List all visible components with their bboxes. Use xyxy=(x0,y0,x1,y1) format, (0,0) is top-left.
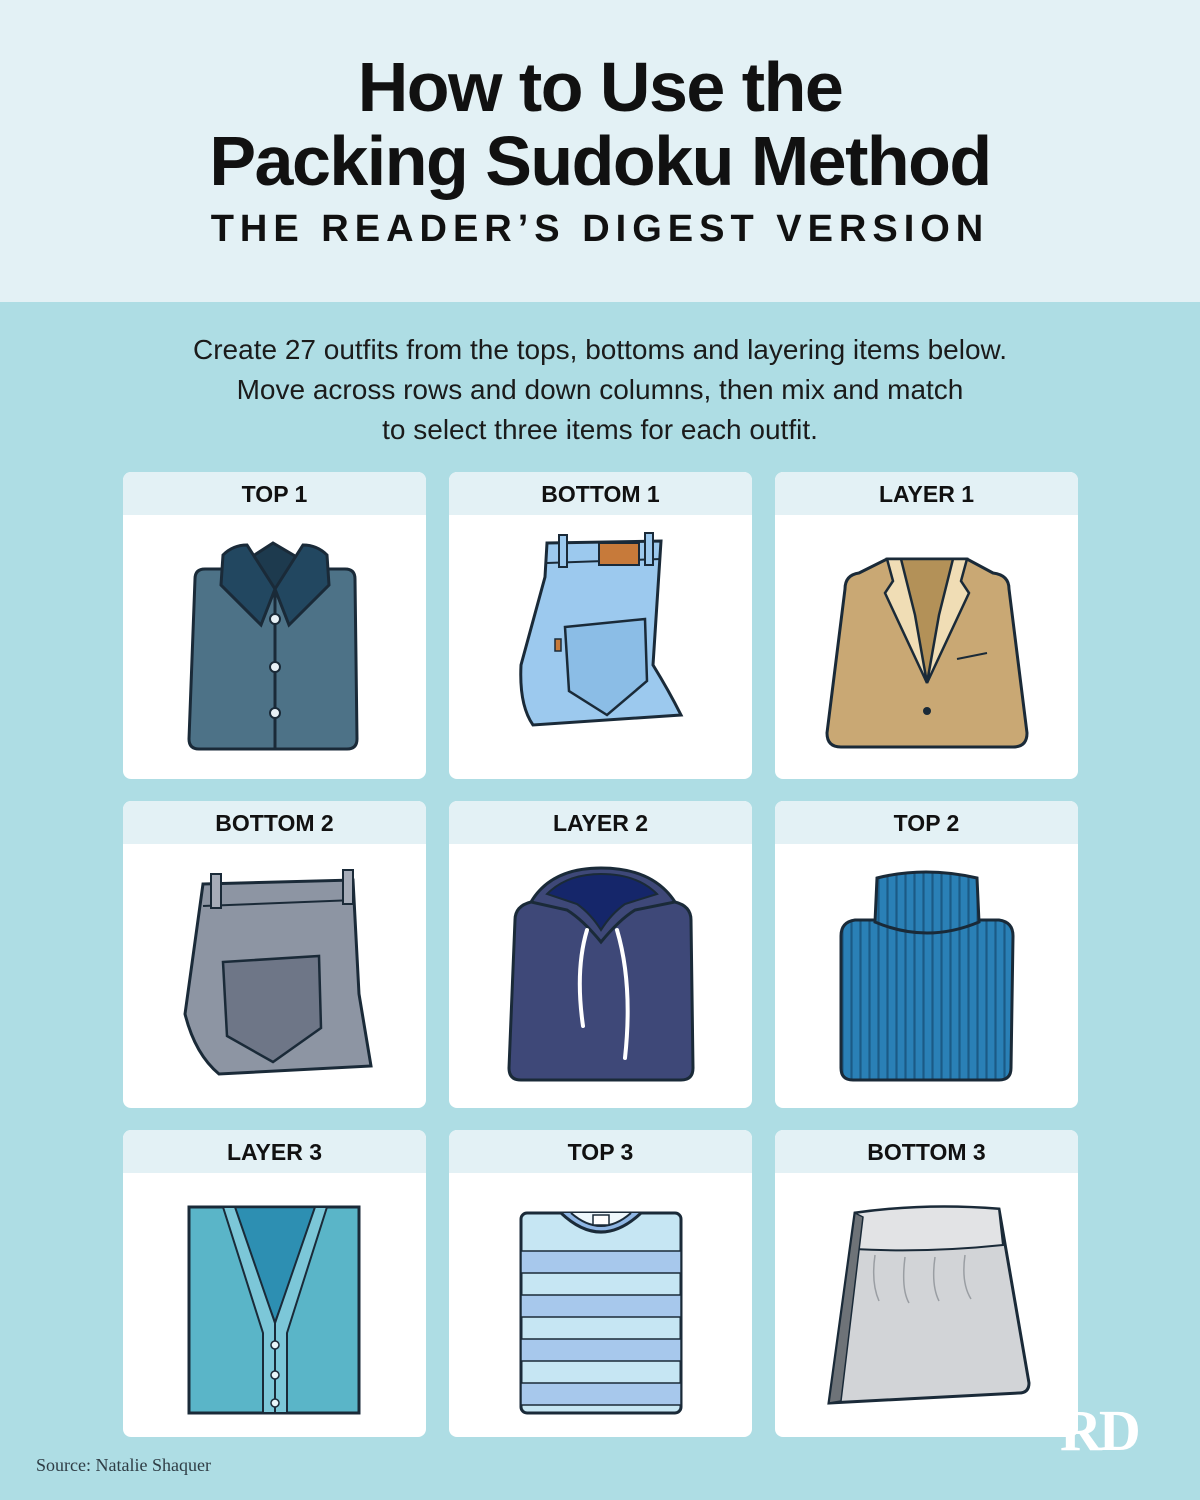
card-bottom-3 xyxy=(775,1130,1078,1437)
header-banner xyxy=(0,0,1200,302)
title-line-1: How to Use the xyxy=(357,48,843,126)
blazer-icon xyxy=(775,515,1078,779)
intro-line-1: Create 27 outfits from the tops, bottoms and layering items below. xyxy=(193,334,1007,365)
card-label: LAYER 2 xyxy=(449,801,752,844)
intro-text xyxy=(100,330,1100,450)
card-top-1 xyxy=(123,472,426,779)
card-label: TOP 3 xyxy=(449,1130,752,1173)
card-top-3 xyxy=(449,1130,752,1437)
skirt-icon xyxy=(775,1173,1078,1437)
title-line-2: Packing Sudoku Method xyxy=(209,122,991,200)
sudoku-grid xyxy=(123,472,1078,1437)
turtleneck-icon xyxy=(775,844,1078,1108)
card-layer-1 xyxy=(775,472,1078,779)
card-label: LAYER 3 xyxy=(123,1130,426,1173)
hoodie-icon xyxy=(449,844,752,1108)
cardigan-icon xyxy=(123,1173,426,1437)
card-label: BOTTOM 3 xyxy=(775,1130,1078,1173)
card-bottom-1 xyxy=(449,472,752,779)
card-top-2 xyxy=(775,801,1078,1108)
intro-line-2: Move across rows and down columns, then mix and match xyxy=(236,374,964,405)
intro-line-3: to select three items for each outfit. xyxy=(382,414,818,445)
card-layer-3 xyxy=(123,1130,426,1437)
rd-logo: RD xyxy=(1060,1398,1138,1463)
collared-shirt-icon xyxy=(123,515,426,779)
page-subtitle: THE READER’S DIGEST VERSION xyxy=(210,208,990,250)
card-label: BOTTOM 2 xyxy=(123,801,426,844)
source-credit: Source: Natalie Shaquer xyxy=(36,1455,211,1475)
gray-pants-icon xyxy=(123,844,426,1108)
card-label: TOP 1 xyxy=(123,472,426,515)
card-label: BOTTOM 1 xyxy=(449,472,752,515)
jeans-icon xyxy=(449,515,752,779)
card-bottom-2 xyxy=(123,801,426,1108)
page-title xyxy=(0,50,1200,198)
card-label: TOP 2 xyxy=(775,801,1078,844)
card-layer-2 xyxy=(449,801,752,1108)
card-label: LAYER 1 xyxy=(775,472,1078,515)
striped-tee-icon xyxy=(449,1173,752,1437)
